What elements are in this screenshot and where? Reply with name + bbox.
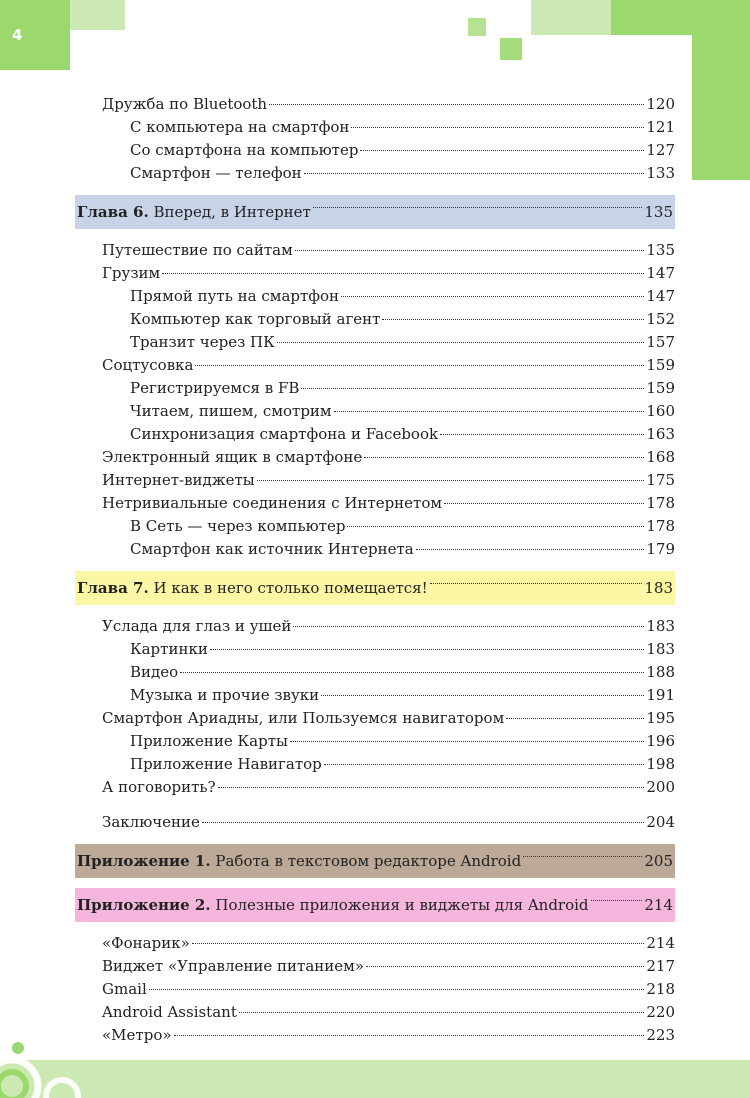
toc-chapter-label: Глава 6. (77, 203, 149, 221)
toc-title-text: Путешествие по сайтам (102, 241, 293, 259)
toc-title (77, 844, 521, 878)
toc-title (102, 707, 504, 730)
dot-leader (366, 966, 644, 967)
toc-title (77, 571, 428, 605)
toc-title (102, 446, 362, 469)
toc-title-text: Регистрируемся в FB (130, 379, 300, 397)
toc-page-number: 175 (646, 471, 675, 489)
toc-title-text: Читаем, пишем, смотрим (130, 402, 332, 420)
toc-title (130, 139, 358, 162)
toc-page-number: 120 (646, 95, 675, 113)
toc-title-text: Приложение Навигатор (130, 755, 322, 773)
toc-page-number: 198 (646, 755, 675, 773)
dot-leader (210, 649, 645, 650)
toc-subsection[interactable] (75, 285, 675, 308)
toc-subsection[interactable] (75, 139, 675, 162)
toc-page-number: 147 (646, 264, 675, 282)
decor-block (531, 0, 611, 35)
bottom-band (0, 1060, 750, 1098)
dot-leader (257, 480, 645, 481)
toc-page-number: 133 (646, 164, 675, 182)
toc-section[interactable] (75, 1001, 675, 1024)
toc-title (102, 1024, 172, 1047)
dot-leader (430, 583, 643, 584)
toc-title-text: Смартфон как источник Интернета (130, 540, 414, 558)
toc-page-number: 200 (646, 778, 675, 796)
toc-section[interactable] (75, 707, 675, 730)
toc-page-number: 223 (646, 1026, 675, 1044)
dot-leader (347, 526, 644, 527)
toc-section[interactable] (75, 492, 675, 515)
toc-page-number: 183 (646, 640, 675, 658)
toc-section[interactable] (75, 955, 675, 978)
dot-leader (364, 457, 644, 458)
toc-title (130, 331, 275, 354)
dot-leader (293, 626, 644, 627)
toc-title (130, 308, 380, 331)
dot-leader (341, 296, 644, 297)
dot-leader (239, 1012, 645, 1013)
toc-page-number: 135 (644, 203, 673, 221)
toc-title-text: Приложение Карты (130, 732, 288, 750)
dot-leader (360, 150, 644, 151)
dot-leader (218, 787, 645, 788)
toc-title (77, 195, 311, 229)
toc-page-number: 168 (646, 448, 675, 466)
toc-title (130, 377, 299, 400)
toc-title-text: Gmail (102, 980, 147, 998)
toc-subsection[interactable] (75, 661, 675, 684)
dot-leader (277, 342, 645, 343)
toc-title-text: Картинки (130, 640, 208, 658)
page-number: 4 (0, 0, 70, 70)
decor-block (611, 0, 750, 35)
toc-title-text: С компьютера на смартфон (130, 118, 350, 136)
toc-title-text: «Фонарик» (102, 934, 190, 952)
toc-section[interactable] (75, 1024, 675, 1047)
toc-page-number: 159 (646, 379, 675, 397)
toc-title (130, 538, 414, 561)
dot-leader (321, 695, 644, 696)
circles-decoration (0, 1040, 90, 1098)
toc-title-text: А поговорить? (102, 778, 216, 796)
toc-title-text: Нетривиальные соединения с Интернетом (102, 494, 443, 512)
toc-page-number: 204 (646, 813, 675, 831)
dot-leader (304, 173, 645, 174)
toc-page-number: 163 (646, 425, 675, 443)
toc-section[interactable] (75, 93, 675, 116)
toc-title-text: Видео (130, 663, 179, 681)
toc-page-number: 205 (644, 852, 673, 870)
dot-leader (192, 943, 645, 944)
dot-leader (351, 127, 644, 128)
toc-page-number: 179 (646, 540, 675, 558)
toc-title-text: Интернет-виджеты (102, 471, 255, 489)
toc-page-number: 214 (644, 896, 673, 914)
toc-chapter-heading[interactable] (75, 571, 675, 605)
decor-block (692, 35, 750, 180)
toc-page-number: 214 (646, 934, 675, 952)
toc-page-number: 160 (646, 402, 675, 420)
toc-section[interactable] (75, 811, 675, 834)
toc-page-number: 178 (646, 494, 675, 512)
dot-leader (180, 672, 644, 673)
toc-title (102, 978, 147, 1001)
toc-title-text: Смартфон Ариадны, или Пользуемся навигатором (102, 709, 505, 727)
toc-title-text: Android Assistant (102, 1003, 237, 1021)
toc-subsection[interactable] (75, 515, 675, 538)
toc-title (130, 116, 349, 139)
dot-leader (591, 900, 643, 901)
toc-page-number: 152 (646, 310, 675, 328)
toc-title (130, 753, 322, 776)
toc-title-text: Смартфон — телефон (130, 164, 302, 182)
dot-leader (301, 388, 644, 389)
dot-leader (523, 856, 642, 857)
toc-subsection[interactable] (75, 331, 675, 354)
toc-title (77, 888, 589, 922)
toc-title-text: Виджет «Управление питанием» (102, 957, 365, 975)
dot-leader (324, 764, 645, 765)
toc-title-text: Электронный ящик в смартфоне (102, 448, 363, 466)
toc-chapter-label: Глава 7. (77, 579, 149, 597)
toc-title-text: Транзит через ПК (130, 333, 275, 351)
dot-leader (162, 273, 644, 274)
dot-leader (295, 250, 645, 251)
toc-title (130, 423, 438, 446)
toc-page-number: 195 (646, 709, 675, 727)
toc-page-number: 178 (646, 517, 675, 535)
toc-title-text: Услада для глаз и ушей (102, 617, 292, 635)
dot-leader (149, 989, 645, 990)
dot-leader (313, 207, 643, 208)
toc-title-text: Соцтусовка (102, 356, 194, 374)
toc-subsection[interactable] (75, 377, 675, 400)
toc-section[interactable] (75, 932, 675, 955)
toc-title-text: Синхронизация смартфона и Facebook (130, 425, 439, 443)
toc-chapter-label: Приложение 2. (77, 896, 211, 914)
toc-page-number: 217 (646, 957, 675, 975)
dot-leader (174, 1035, 645, 1036)
toc-page-number: 135 (646, 241, 675, 259)
dot-leader (506, 718, 644, 719)
dot-leader (440, 434, 644, 435)
toc-subsection[interactable] (75, 308, 675, 331)
toc-title-text: Компьютер как торговый агент (130, 310, 381, 328)
toc-chapter-label: Приложение 1. (77, 852, 211, 870)
toc-title (102, 239, 293, 262)
toc-title (130, 400, 332, 423)
toc-title-text: Дружба по Bluetooth (102, 95, 268, 113)
toc-title (102, 93, 267, 116)
toc-title-text: В Сеть — через компьютер (130, 517, 346, 535)
toc-title (102, 469, 255, 492)
toc-section[interactable] (75, 469, 675, 492)
toc-title-text: Прямой путь на смартфон (130, 287, 340, 305)
toc-subsection[interactable] (75, 638, 675, 661)
toc-title-text: Заключение (102, 813, 200, 831)
dot-leader (269, 104, 644, 105)
toc-page-number: 147 (646, 287, 675, 305)
toc-section[interactable] (75, 978, 675, 1001)
decor-square (468, 18, 486, 36)
decor-square (500, 38, 522, 60)
toc-title-text: Со смартфона на компьютер (130, 141, 359, 159)
toc-title (130, 285, 339, 308)
toc-chapter-heading[interactable] (75, 195, 675, 229)
toc-title (102, 811, 200, 834)
toc-subsection[interactable] (75, 116, 675, 139)
toc-page-number: 157 (646, 333, 675, 351)
toc-title-text: «Метро» (102, 1026, 172, 1044)
toc-title (102, 615, 291, 638)
toc-title (102, 262, 160, 285)
table-of-contents (75, 93, 675, 1047)
toc-subsection[interactable] (75, 162, 675, 185)
dot-leader (382, 319, 644, 320)
toc-subsection[interactable] (75, 753, 675, 776)
dot-leader (202, 822, 644, 823)
toc-page-number: 220 (646, 1003, 675, 1021)
toc-title (130, 638, 208, 661)
dot-leader (334, 411, 645, 412)
toc-page-number: 121 (646, 118, 675, 136)
toc-subsection[interactable] (75, 538, 675, 561)
toc-page-number: 183 (644, 579, 673, 597)
toc-title (102, 955, 364, 978)
toc-title (130, 684, 319, 707)
toc-subsection[interactable] (75, 684, 675, 707)
toc-page-number: 183 (646, 617, 675, 635)
toc-chapter-heading[interactable] (75, 844, 675, 878)
toc-page-number: 218 (646, 980, 675, 998)
toc-section[interactable] (75, 262, 675, 285)
toc-subsection[interactable] (75, 423, 675, 446)
toc-section[interactable] (75, 446, 675, 469)
toc-page-number: 191 (646, 686, 675, 704)
toc-title (102, 932, 190, 955)
toc-section[interactable] (75, 615, 675, 638)
toc-title-text: Вперед, в Интернет (153, 203, 311, 221)
toc-title (130, 515, 345, 538)
toc-title-text: Работа в текстовом редакторе Android (215, 852, 522, 870)
dot-leader (195, 365, 644, 366)
toc-title-text: И как в него столько помещается! (153, 579, 428, 597)
toc-page-number: 196 (646, 732, 675, 750)
toc-chapter-heading[interactable] (75, 888, 675, 922)
toc-section[interactable] (75, 239, 675, 262)
toc-title (130, 162, 302, 185)
toc-page-number: 188 (646, 663, 675, 681)
dot-leader (444, 503, 644, 504)
toc-title (102, 354, 193, 377)
toc-page-number: 127 (646, 141, 675, 159)
toc-title (102, 776, 216, 799)
toc-section[interactable] (75, 776, 675, 799)
toc-title-text: Грузим (102, 264, 161, 282)
dot-leader (290, 741, 644, 742)
toc-title (130, 730, 288, 753)
decor-square (70, 0, 125, 30)
toc-title (102, 492, 442, 515)
toc-subsection[interactable] (75, 730, 675, 753)
toc-title (102, 1001, 237, 1024)
toc-title-text: Музыка и прочие звуки (130, 686, 320, 704)
toc-subsection[interactable] (75, 400, 675, 423)
toc-section[interactable] (75, 354, 675, 377)
toc-page-number: 159 (646, 356, 675, 374)
toc-title-text: Полезные приложения и виджеты для Android (215, 896, 589, 914)
toc-title (130, 661, 178, 684)
dot-leader (416, 549, 645, 550)
